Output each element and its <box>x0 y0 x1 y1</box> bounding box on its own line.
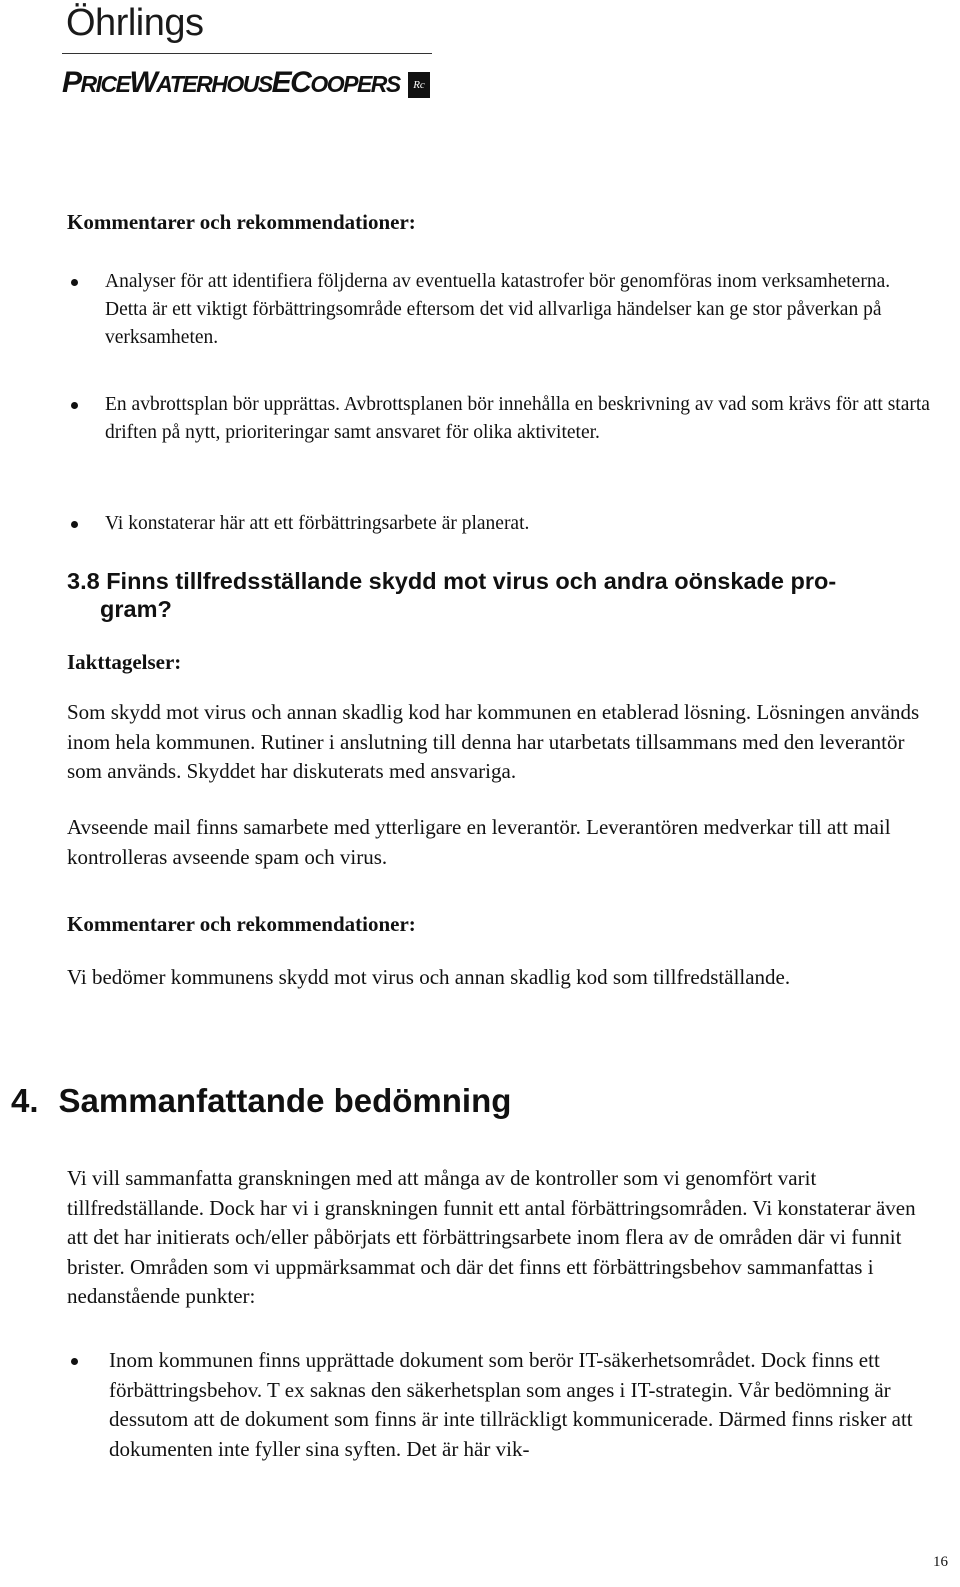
page-number: 16 <box>933 1554 948 1570</box>
comments-text: Vi bedömer kommunens skydd mot virus och annan skadlig kod som tillfredställande. <box>67 965 791 989</box>
summary-paragraph: Vi vill sammanfatta granskningen med att många av de kontroller som vi genomfört varit tillfredställande. Dock har vi i granskningen funnit ett antal förbättringsområden. Vi konstaterar även att det har initierats och/eller påbörjats ett förbättringsarbete inom flera av de områden där vi funnit brister. Områden som vi uppmärksammat och där det finns ett förbättringsbehov sammanfattas i nedanstående punkter: <box>67 1166 916 1308</box>
bullet-item: Vi konstaterar här att ett förbättringsarbete är planerat. <box>67 510 933 538</box>
comments-heading-2: Kommentarer och rekommendationer: <box>67 912 416 936</box>
logo-pwc: PRICEWATERHOUSECOOPERS <box>62 66 400 99</box>
bullet-icon <box>71 279 78 286</box>
observations-heading: Iakttagelser: <box>67 650 182 674</box>
logo <box>62 0 442 112</box>
logo-divider <box>62 53 432 54</box>
logo-mark-icon: Rc <box>408 72 430 98</box>
logo-ohrlings: Öhrlings <box>66 2 204 44</box>
bullet-icon <box>71 402 78 409</box>
observations-paragraph-1: Som skydd mot virus och annan skadlig kod har kommunen en etablerad lösning. Lösningen används inom hela kommunen. Rutiner i anslutning till denna har utarbetats tillsammans med den leverantör som används. Skyddet har diskuterats med ansvariga. <box>67 700 920 783</box>
bullet-icon <box>71 1358 78 1365</box>
bullet-item: En avbrottsplan bör upprättas. Avbrottsplanen bör innehålla en beskrivning av vad som krävs för att starta driften på nytt, prioriteringar samt ansvaret för olika aktiviteter. <box>67 391 933 447</box>
bullet-item: Analyser för att identifiera följderna av eventuella katastrofer bör genomföras inom verksamheterna. Detta är ett viktigt förbättringsområde eftersom det vid allvarliga händelser kan ge stor påverkan på verksamheten. <box>67 268 933 352</box>
bullet-icon <box>71 521 78 528</box>
bullet-item: Inom kommunen finns upprättade dokument som berör IT-säkerhetsområdet. Dock finns ett förbättringsbehov. T ex saknas den säkerhetsplan som anges i IT-strategin. Vår bedömning är dessutom att de dokument som finns är inte tillräckligt kommunicerade. Därmed finns risker att dokumenten inte fyller sina syften. Det är här vik- <box>67 1346 933 1464</box>
comments-heading-1: Kommentarer och rekommendationer: <box>67 210 416 234</box>
section-3-8-title: 3.8 Finns tillfredsställande skydd mot virus och andra oönskade pro- gram? <box>67 568 837 622</box>
observations-paragraph-2: Avseende mail finns samarbete med ytterligare en leverantör. Leverantören medverkar till att mail kontrolleras avseende spam och virus. <box>67 815 891 869</box>
section-4-title: 4. Sammanfattande bedömning <box>11 1082 512 1119</box>
